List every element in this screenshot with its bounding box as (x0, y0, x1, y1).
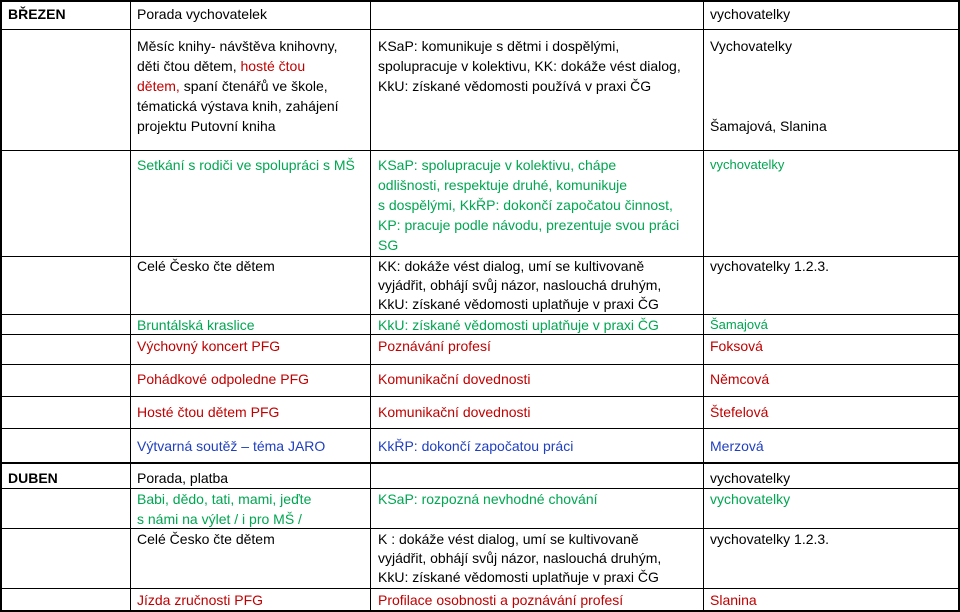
responsible-cell: Merzová (710, 438, 764, 454)
activity-cell: Porada, platba (137, 470, 229, 486)
activity-cell: Pohádkové odpoledne PFG (137, 371, 310, 387)
activity-cell: Celé Česko čte dětem (137, 531, 275, 547)
responsible-cell: vychovatelky 1.2.3. (710, 531, 830, 547)
activity-cell-line: s námi na výlet / i pro MŠ / (137, 511, 302, 527)
responsible-cell: Štefelová (710, 404, 769, 420)
responsible-cell: Foksová (710, 338, 763, 354)
activity-cell-line (137, 56, 305, 76)
competency-cell-line: KkU: získané vědomosti uplatňuje v praxi ČG (378, 569, 659, 585)
competency-cell-line: vyjádřit, obhájí svůj názor, naslouchá druhým, (378, 550, 662, 566)
competency-cell-line: K : dokáže vést dialog, umí se kultivovaně (378, 531, 639, 547)
competency-cell-line: KP: pracuje podle návodu, prezentuje svou práci (378, 217, 680, 233)
competency-cell-line: odlišnosti, respektuje druhé, komunikuje (378, 177, 628, 193)
competency-cell-line: KSaP: spolupracuje v kolektivu, chápe (378, 157, 617, 173)
table-border-left (0, 0, 2, 612)
activity-text: děti čtou dětem, (137, 58, 241, 74)
row-divider (0, 396, 960, 397)
month-label-brezen: BŘEZEN (8, 6, 66, 22)
column-divider-activity (370, 0, 371, 612)
activity-text-highlight: dětem, (137, 78, 180, 94)
activity-cell: Jízda zručnosti PFG (137, 592, 264, 608)
row-divider (0, 150, 960, 151)
row-divider (0, 428, 960, 429)
activity-cell: Bruntálská kraslice (137, 317, 255, 333)
competency-cell: KkU: získané vědomosti uplatňuje v praxi ČG (378, 317, 659, 333)
competency-cell: Poznávání profesí (378, 338, 491, 354)
row-divider (0, 29, 960, 30)
activity-cell-line: Měsíc knihy- návštěva knihovny, (137, 38, 338, 54)
competency-cell: Profilace osobnosti a poznávání profesí (378, 592, 624, 608)
row-divider (0, 364, 960, 365)
activity-cell-line: Babi, dědo, tati, mami, jeďte (137, 491, 312, 507)
activity-text-highlight: hosté čtou (240, 58, 306, 74)
competency-cell: KSaP: rozpozná nevhodné chování (378, 491, 598, 507)
responsible-cell: vychovatelky (710, 6, 791, 22)
activity-cell: Celé Česko čte dětem (137, 258, 275, 274)
competency-cell-line: KSaP: komunikuje s dětmi i dospělými, (378, 38, 620, 54)
month-label-duben: DUBEN (8, 470, 58, 486)
activity-cell: Setkání s rodiči ve spolupráci s MŠ (137, 157, 355, 173)
activity-cell: Hosté čtou dětem PFG (137, 404, 280, 420)
competency-cell-line: SG (378, 237, 399, 253)
responsible-cell: vychovatelky (710, 491, 791, 507)
competency-cell-line: KK: dokáže vést dialog, umí se kultivovaně (378, 258, 645, 274)
competency-cell-line: KkU: získané vědomosti uplatňuje v praxi ČG (378, 296, 659, 312)
competency-cell-line: spolupracuje v kolektivu, KK: dokáže vést dialog, (378, 58, 681, 74)
column-divider-competency (703, 0, 704, 612)
responsible-cell: vychovatelky 1.2.3. (710, 258, 830, 274)
responsible-cell: vychovatelky (710, 470, 791, 486)
activity-cell-line: projektu Putovní kniha (137, 118, 276, 134)
responsible-cell: Slanina (710, 592, 757, 608)
activity-cell: Výtvarná soutěž – téma JARO (137, 438, 326, 454)
competency-cell-line: vyjádřit, obhájí svůj názor, naslouchá druhým, (378, 277, 662, 293)
activity-cell: Výchovný koncert PFG (137, 338, 281, 354)
responsible-cell-line: Šamajová, Slanina (710, 118, 827, 134)
column-divider-month (130, 0, 131, 612)
row-divider (0, 462, 960, 464)
competency-cell: KkŘP: dokončí započatou práci (378, 438, 574, 454)
responsible-cell-line: Vychovatelky (710, 38, 792, 54)
row-divider (0, 588, 960, 589)
activity-cell-line: tématická výstava knih, zahájení (137, 98, 339, 114)
competency-cell: Komunikační dovednosti (378, 371, 531, 387)
competency-cell-line: KkU: získané vědomosti používá v praxi ČG (378, 78, 652, 94)
table-border-top (0, 0, 960, 2)
responsible-cell: vychovatelky (710, 157, 785, 172)
activity-cell-line (137, 76, 328, 96)
competency-cell-line: s dospělými, KkŘP: dokončí započatou činnost, (378, 197, 673, 213)
activity-text: spaní čtenářů ve škole, (179, 78, 328, 94)
competency-cell: Komunikační dovednosti (378, 404, 531, 420)
activity-cell: Porada vychovatelek (137, 6, 267, 22)
responsible-cell: Němcová (710, 371, 770, 387)
responsible-cell: Šamajová (710, 317, 768, 332)
